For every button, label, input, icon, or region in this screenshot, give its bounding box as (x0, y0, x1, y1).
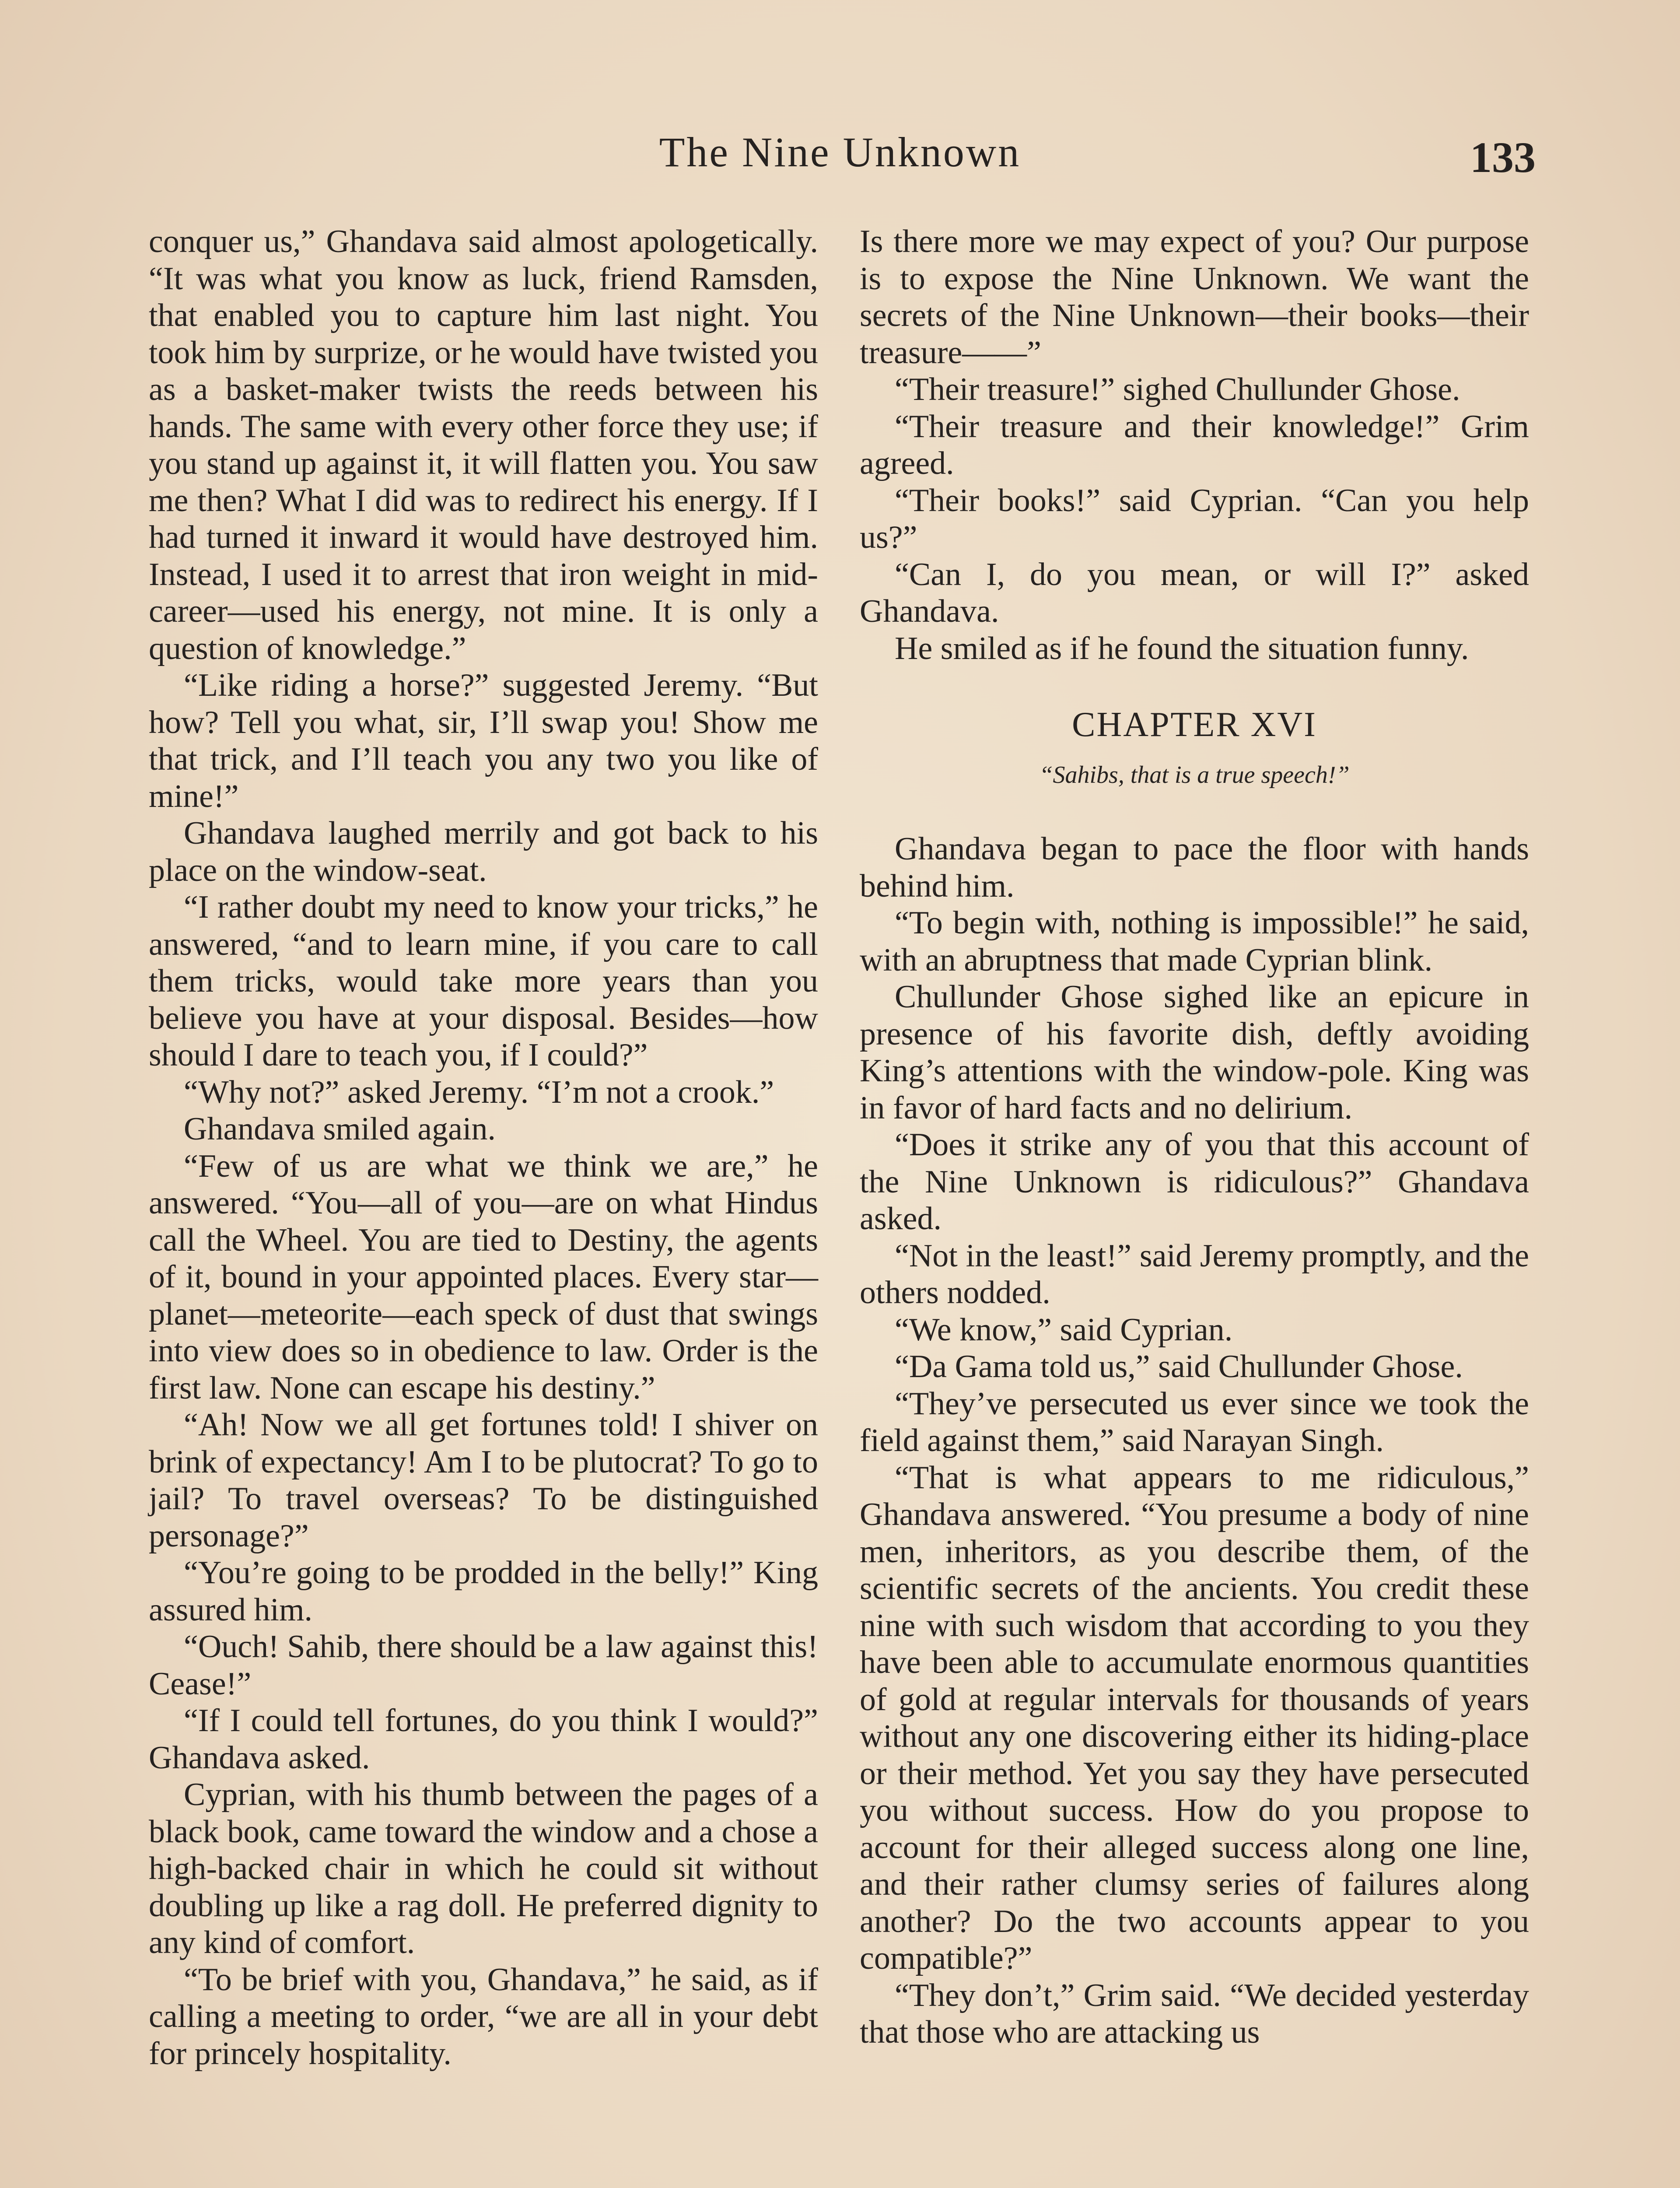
paragraph: “Like riding a horse?” suggested Jeremy. “But how? Tell you what, sir, I’ll swap you! Show me that trick, and I’ll teach you any two you like of mine!” (149, 667, 818, 814)
paragraph: “Their treasure and their knowledge!” Grim agreed. (860, 408, 1529, 481)
chapter-heading: CHAPTER XVI (1072, 705, 1317, 744)
paragraph: “I rather doubt my need to know your tricks,” he answered, “and to learn mine, if you care to call them tricks, would take more years than you believe you have at your disposal. Besides—how should I dare to teach you, if I could?” (149, 889, 818, 1073)
paragraph: Chullunder Ghose sighed like an epicure in presence of his favorite dish, deftly avoiding King’s attentions with the window-pole. King was in favor of hard facts and no delirium. (860, 979, 1529, 1126)
paragraph: “Their treasure!” sighed Chullunder Ghose. (895, 372, 1460, 407)
paragraph: Ghandava laughed merrily and got back to his place on the window-seat. (149, 815, 818, 888)
paragraph: “You’re going to be prodded in the belly!” King assured him. (149, 1555, 818, 1628)
paragraph: “Few of us are what we think we are,” he answered. “You—all of you—are on what Hindus call the Wheel. You are tied to Destiny, the agents of it, bound in your appointed places. Every star—planet—meteorite—each speck of dust that swings into view does so in obedience to law. Order is the first law. None can escape his destiny.” (149, 1148, 818, 1406)
paragraph: “To be brief with you, Ghandava,” he said, as if calling a meeting to order, “we are all in your debt for princely hospitality. (149, 1961, 818, 2072)
paragraph: Is there more we may expect of you? Our purpose is to expose the Nine Unknown. We want the secrets of the Nine Unknown—their books—their treasure——” (860, 224, 1529, 371)
right-column (860, 223, 1529, 2051)
paragraph: “To begin with, nothing is impossible!” he said, with an abruptness that made Cyprian blink. (860, 905, 1529, 978)
paragraph: “That is what appears to me ridiculous,” Ghandava answered. “You presume a body of nine men, inheritors, as you describe them, of the scientific secrets of the ancients. You credit these nine with such wisdom that according to you they have been able to accumulate enormous quantities of gold at regular intervals for thousands of years without any one discovering either its hiding-place or their method. Yet you say they have persecuted you without success. How do you propose to account for their alleged success along one line, and their rather clumsy series of failures along another? Do the two accounts appear to you compatible?” (860, 1459, 1529, 1976)
chapter-epigraph: “Sahibs, that is a true speech!” (1039, 761, 1350, 789)
paragraph: “Their books!” said Cyprian. “Can you help us?” (860, 482, 1529, 555)
paragraph: “Does it strike any of you that this account of the Nine Unknown is ridiculous?” Ghandava asked. (860, 1127, 1529, 1237)
paragraph: “Why not?” asked Jeremy. “I’m not a crook.” (184, 1074, 774, 1110)
paragraph: “They’ve persecuted us ever since we took the field against them,” said Narayan Singh. (860, 1385, 1529, 1459)
paragraph: “They don’t,” Grim said. “We decided yesterday that those who are attacking us (860, 1977, 1529, 2050)
paragraph: Ghandava began to pace the floor with hands behind him. (860, 831, 1529, 904)
paragraph: “We know,” said Cyprian. (895, 1311, 1233, 1348)
paragraph: “Not in the least!” said Jeremy promptly, and the others nodded. (860, 1238, 1529, 1311)
paragraph: Cyprian, with his thumb between the pages of a black book, came toward the window and a chose a high-backed chair in which he could sit without doubling up like a rag doll. He preferred dignity to any kind of comfort. (149, 1777, 818, 1960)
paragraph: “Can I, do you mean, or will I?” asked Ghandava. (860, 556, 1529, 629)
running-title: The Nine Unknown (659, 129, 1021, 175)
paragraph: “Ah! Now we all get fortunes told! I shiver on brink of expectancy! Am I to be plutocrat? To go to jail? To travel overseas? To be distinguished personage?” (149, 1407, 818, 1554)
paragraph: He smiled as if he found the situation funny. (895, 630, 1469, 666)
paragraph: Ghandava smiled again. (184, 1111, 496, 1147)
page-number: 133 (1470, 133, 1536, 182)
paragraph: “Da Gama told us,” said Chullunder Ghose. (895, 1349, 1463, 1385)
paragraph: “If I could tell fortunes, do you think I would?” Ghandava asked. (149, 1703, 818, 1776)
paragraph: conquer us,” Ghandava said almost apologetically. “It was what you know as luck, friend Ramsden, that enabled you to capture him last night. You took him by surprize, or he would have twisted you as a basket-maker twists the reeds between his hands. The same with every other force they use; if you stand up against it, it will flatten you. You saw me then? What I did was to redirect his energy. If I had turned it inward it would have destroyed him. Instead, I used it to arrest that iron weight in mid-career—used his energy, not mine. It is only a question of knowledge.” (149, 224, 818, 666)
paragraph: “Ouch! Sahib, there should be a law against this! Cease!” (149, 1629, 818, 1702)
left-column (149, 223, 818, 2072)
